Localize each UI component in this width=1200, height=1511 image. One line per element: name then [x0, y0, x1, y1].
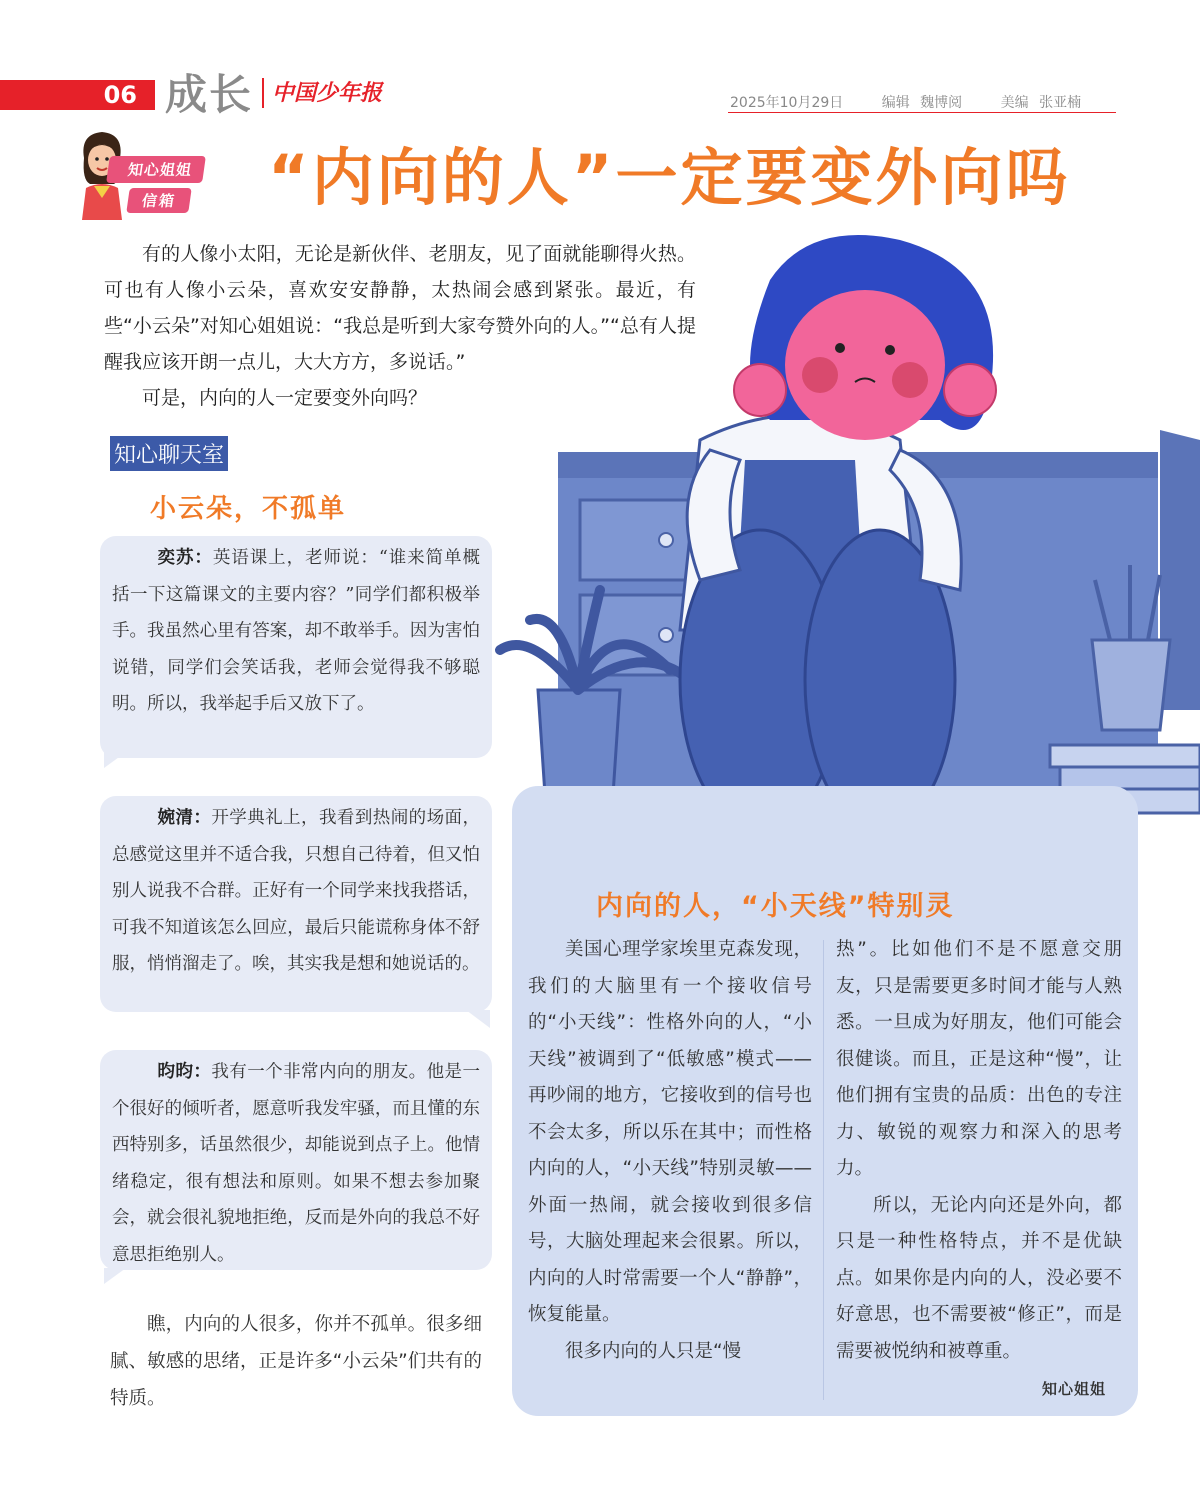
intro-paragraph-1: 有的人像小太阳，无论是新伙伴、老朋友，见了面就能聊得火热。可也有人像小云朵，喜欢安安静静，太热闹会感到紧张。最近，有些“小云朵”对知心姐姐说：“我总是听到大家夸赞外向的人。”“总有人提醒我应该开朗一点儿，大大方方，多说话。” [104, 243, 696, 373]
column1-paragraph-2: 很多内向的人只是“慢 [565, 1340, 742, 1362]
speaker-name: 婉清： [157, 808, 212, 828]
column1-paragraph-1: 美国心理学家埃里克森发现，我们的大脑里有一个接收信号的“小天线”：性格外向的人，“小天线”被调到了“低敏感”模式——再吵闹的地方，它接收到的信号也不会太多，所以乐在其中；而性格内向的人，“小天线”特别灵敏——外面一热闹，就会接收到很多信号，大脑处理起来会很累。所以，内向的人时常需要一个人“静静”，恢复能量。 [528, 939, 812, 1325]
speaker-name: 奕苏： [157, 548, 213, 568]
column2-paragraph-2: 所以，无论内向还是外向，都只是一种性格特点，并不是优缺点。如果你是内向的人，没必要不好意思，也不需要被“修正”，而是需要被悦纳和被尊重。 [836, 1194, 1122, 1362]
column-divider [823, 940, 824, 1400]
article-column-1 [528, 932, 812, 1370]
editor-name: 魏博阅 [920, 95, 963, 111]
column2-paragraph-1: 热”。比如他们不是不愿意交朋友，只是需要更多时间才能与人熟悉。一旦成为好朋友，他们可能会很健谈。而且，正是这种“慢”，让他们拥有宝贵的品质：出色的专注力、敏锐的观察力和深入的思考力。 [836, 939, 1122, 1179]
message-text: 我有一个非常内向的朋友。他是一个很好的倾听者，愿意听我发牢骚，而且懂的东西特别多，话虽然很少，却能说到点子上。他情绪稳定，很有想法和原则。如果不想去参加聚会，就会很礼貌地拒绝，反而是外向的我总不好意思拒绝别人。 [112, 1062, 481, 1265]
speaker-name: 昀昀： [157, 1062, 212, 1082]
section-name: 成长 [165, 70, 254, 119]
issue-date: 2025年10月29日 [730, 95, 844, 111]
header-rule [728, 112, 1116, 113]
designer-name: 张亚楠 [1039, 95, 1082, 111]
designer-label: 美编 [1000, 95, 1029, 111]
column-badge-line2: 信箱 [126, 188, 192, 213]
closing-paragraph: 瞧，内向的人很多，你并不孤单。很多细腻、敏感的思绪，正是许多“小云朵”们共有的特质。 [110, 1314, 482, 1409]
article-column-2 [836, 932, 1122, 1370]
chat-bubble-1 [100, 536, 492, 758]
intro-paragraph-2: 可是，内向的人一定要变外向吗？ [142, 387, 428, 409]
section1-closing [110, 1306, 482, 1417]
page-number: 06 [103, 81, 137, 109]
bubble-tail [466, 1010, 490, 1028]
column-badge-line1: 知心姐姐 [106, 156, 206, 183]
bubble-tail [104, 1268, 126, 1284]
message-text: 开学典礼上，我看到热闹的场面，总感觉这里并不适合我，只想自己待着，但又怕别人说我不合群。正好有一个同学来找我搭话，可我不知道该怎么回应，最后只能谎称身体不舒服，悄悄溜走了。唉，其实我是想和她说话的。 [112, 808, 481, 974]
headline: “内向的人”一定要变外向吗 [268, 141, 1071, 214]
chat-bubble-3 [100, 1050, 492, 1270]
editor-label: 编辑 [881, 95, 910, 111]
author-signature: 知心姐姐 [1042, 1380, 1107, 1398]
section2-title: 内向的人，“小天线”特别灵 [596, 891, 955, 922]
issue-meta [730, 92, 1087, 112]
section1-title: 小云朵，不孤单 [150, 494, 347, 524]
chat-room-label: 知心聊天室 [110, 436, 228, 471]
header-divider [262, 78, 264, 108]
chat-bubble-2 [100, 796, 492, 1012]
masthead-logo: 中国少年报 [272, 80, 383, 106]
bubble-tail [104, 752, 126, 768]
message-text: 英语课上，老师说：“谁来简单概括一下这篇课文的主要内容？”同学们都积极举手。我虽然心里有答案，却不敢举手。因为害怕说错，同学们会笑话我，老师会觉得我不够聪明。所以，我举起手后又放下了。 [112, 548, 481, 714]
